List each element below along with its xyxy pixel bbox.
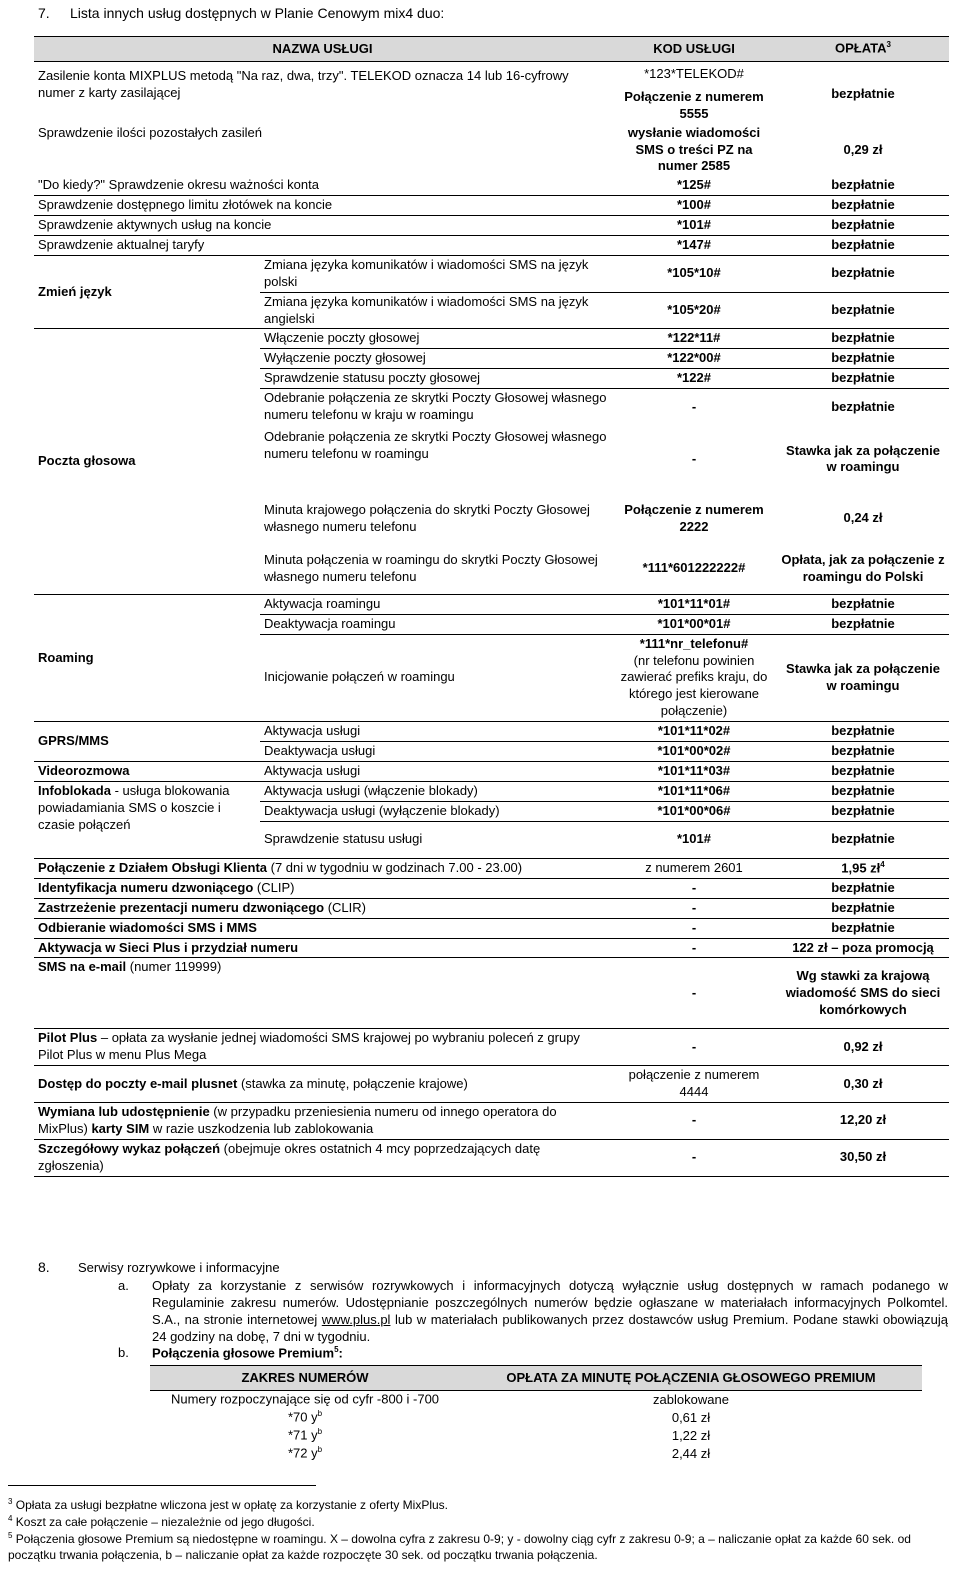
row-vm-min-code: Połączenie z numerem 2222 [624,502,764,534]
row-roam-on-fee: bezpłatnie [777,594,949,614]
row-bottom-7-bold: Dostęp do poczty e-mail plusnet [38,1075,238,1091]
row-bottom-0-fee-value: 1,95 zł [841,859,881,875]
row-vm-status-fee: bezpłatnie [777,369,949,389]
row-active-name: Sprawdzenie aktywnych usług na koncie [34,216,611,236]
row-vm-home-name: Odebranie połączenia ze skrytki Poczty Głosowej własnego numeru telefonu w kraju w roamingu [260,389,611,425]
row-tariff-code: *147# [611,236,777,256]
row-bottom-8-rest2: w razie uszkodzenia lub zablokowania [149,1120,374,1136]
row-vm-roam-code: - [691,450,697,466]
row-bottom-0-rest: (7 dni w tygodniu w godzinach 7.00 - 23.00) [267,859,523,875]
footnote-divider [8,1485,316,1486]
row-limit-name: Sprawdzenie dostępnego limitu złotówek na koncie [34,196,611,216]
row-lang-en-fee: bezpłatnie [777,292,949,329]
group-video: Videorozmowa [34,761,260,781]
row-vm-home-fee: bezpłatnie [777,389,949,425]
row-topup-fee: bezpłatnie [831,86,895,101]
row-roam-off-code: *101*00*01# [611,614,777,634]
premium-row-1-fee: 0,61 zł [671,1409,711,1425]
row-bottom-2-fee: bezpłatnie [777,898,949,918]
plus-website-link[interactable]: www.plus.pl [321,1311,391,1327]
premium-header-fee: OPŁATA ZA MINUTĘ POŁĄCZENIA GŁOSOWEGO PREMIUM [460,1366,922,1391]
row-vm-roam-fee: Stawka jak za połączenie w roamingu [786,442,940,475]
table-row [150,1445,922,1463]
row-gprs-off-code: *101*00*02# [611,742,777,762]
row-roam-off-name: Deaktywacja roamingu [260,614,611,634]
table-row [34,1102,949,1139]
row-bottom-3-fee: bezpłatnie [777,918,949,938]
premium-row-0-range-text: Numery rozpoczynające się od cyfr -800 i -700 [170,1391,440,1407]
table-row [34,878,949,898]
paragraph-a-text-1: Opłaty za korzystanie z serwisów rozrywkowych i informacyjnych dotyczą wyłącznie usług dostępnych w ramach podanego w Regulaminie zakresu numerów. Udostępnianie poszczególnych numerów będzie ogłaszane w materiałach informacyjnych Polkomtel. S.A., na stronie internetowej [152,1278,948,1327]
group-infoblokada-rest: - usługa blokowania powiadamiania SMS o koszcie i czasie połączeń [38,782,230,832]
premium-row-0-range [150,1391,460,1410]
row-topup-code [611,62,777,124]
premium-row-0-fee: zablokowane [653,1391,729,1407]
row-active-code: *101# [611,216,777,236]
row-vm-off-name: Wyłączenie poczty głosowej [260,349,611,369]
footnote-4-text: Koszt za całe połączenie – niezależnie od jego długości. [15,1515,315,1529]
premium-row-2-range [150,1427,460,1445]
row-bottom-3-name [34,918,611,938]
row-info-status-code: *101# [611,821,777,858]
row-validity-code: *125# [677,177,711,193]
table-row [34,62,949,124]
premium-table-header [150,1366,922,1391]
row-bottom-0-name [34,858,611,878]
row-bottom-9-fee: 30,50 zł [777,1139,949,1176]
table-row [34,329,949,349]
row-vm-roammin-fee: Opłata, jak za połączenie z roamingu do Polski [781,552,945,584]
row-roam-call-fee: Stawka jak za połączenie w roamingu [777,634,949,721]
row-bottom-7-code: połączenie z numerem 4444 [611,1066,777,1103]
table-row [34,196,949,216]
paragraph-b-title-text: Połączenia głosowe Premium [152,1345,335,1361]
paragraph-a-text-2: lub w materiałach publikowanych przez dostawców usług Premium. Podane stawki obowiązują 24 godziny na dobę, 7 dni w tygodniu. [152,1311,949,1344]
table-row [34,858,949,878]
footnote-4-num: 4 [8,1514,13,1523]
row-bottom-0-code: z numerem 2601 [611,858,777,878]
row-bottom-7-name [34,1066,611,1103]
row-roam-call-code [611,634,777,721]
row-validity-fee: bezpłatnie [831,177,895,193]
table-row [34,216,949,236]
row-active-fee: bezpłatnie [777,216,949,236]
row-bottom-5-name [34,958,611,1029]
row-vm-min-fee: 0,24 zł [843,510,883,526]
table-row [34,761,949,781]
row-bottom-7-rest: (stawka za minutę, połączenie krajowe) [237,1075,468,1091]
table-row [34,958,949,1029]
row-bottom-3-code: - [611,918,777,938]
row-bottom-1-code: - [611,878,777,898]
table-row [150,1427,922,1445]
row-roam-off-fee: bezpłatnie [777,614,949,634]
row-bottom-5-code: - [611,958,777,1029]
row-gprs-on-fee: bezpłatnie [777,722,949,742]
table-row [34,938,949,958]
row-bottom-6-name [34,1029,611,1066]
footnote-5-num: 5 [8,1531,13,1540]
table-row [34,236,949,256]
row-video-name: Aktywacja usługi [260,761,611,781]
row-roam-on-code: *101*11*01# [611,594,777,614]
premium-row-2-fee: 1,22 zł [671,1427,711,1443]
row-vm-roam-name: Odebranie połączenia ze skrytki Poczty Głosowej własnego numeru telefonu w roamingu [264,428,607,461]
premium-row-3-range [150,1445,460,1463]
paragraph-b-footnote-ref: 5 [334,1345,339,1354]
row-info-on-code: *101*11*06# [611,781,777,801]
row-vm-off-fee: bezpłatnie [777,349,949,369]
paragraph-b-title [152,1345,343,1362]
row-bottom-8-bold: Wymiana lub udostępnienie [38,1103,210,1119]
footnote-5-text: Połączenia głosowe Premium są niedostępne w roamingu. X – dowolna cyfra z zakresu 0-9; y - dowolny ciąg cyfr z zakresu 0-9; a – naliczanie opłat za każde 60 sek. od początku trwania połączenia, b – naliczanie opłat za każde rozpoczęte 30 sek. od początku trwania połączenia. [8,1532,911,1562]
row-topup-code-1: *123*TELEKOD# [644,66,744,81]
row-lang-pl-name: Zmiana języka komunikatów i wiadomości SMS na język polski [260,255,611,292]
paragraph-b-colon: : [338,1345,343,1361]
header-name: NAZWA USŁUGI [34,37,611,62]
row-validity-name: "Do kiedy?" Sprawdzenie okresu ważności konta [38,177,319,193]
row-vm-on-code: *122*11# [611,329,777,349]
table-row [34,722,949,742]
group-language: Zmień język [34,255,260,329]
table-row [34,898,949,918]
row-vm-min-name: Minuta krajowego połączenia do skrytki Poczty Głosowej własnego numeru telefonu [264,502,590,534]
row-bottom-5-fee: Wg stawki za krajową wiadomość SMS do sieci komórkowych [777,958,949,1029]
row-bottom-0-fee [777,858,949,878]
row-lang-en-code: *105*20# [611,292,777,329]
row-bottom-1-name [34,878,611,898]
table-row [150,1409,922,1427]
footnote-5 [8,1531,948,1563]
row-bottom-3-bold: Odbieranie wiadomości SMS i MMS [38,919,257,935]
row-vm-on-name: Włączenie poczty głosowej [260,329,611,349]
row-bottom-6-fee: 0,92 zł [777,1029,949,1066]
premium-row-1-range [150,1409,460,1427]
row-bottom-7-fee: 0,30 zł [777,1066,949,1103]
table-row [150,1391,922,1410]
group-infoblokada-bold: Infoblokada [38,782,111,798]
row-vm-roammin-name: Minuta połączenia w roamingu do skrytki Poczty Głosowej własnego numeru telefonu [264,552,598,584]
row-lang-pl-code: *105*10# [611,255,777,292]
row-bottom-8-bold2: karty SIM [91,1120,150,1136]
row-bottom-2-rest: (CLIR) [324,899,366,915]
row-bottom-5-bold: SMS na e-mail [38,959,127,975]
section-7-heading [38,4,444,22]
row-vm-home-code: - [611,389,777,425]
row-bottom-1-bold: Identyfikacja numeru dzwoniącego [38,879,254,895]
row-bottom-9-code: - [611,1139,777,1176]
row-bottom-2-bold: Zastrzeżenie prezentacji numeru dzwoniącego [38,899,325,915]
row-gprs-off-name: Deaktywacja usługi [260,742,611,762]
row-bottom-4-code: - [611,938,777,958]
premium-row-3-fee: 2,44 zł [671,1445,711,1461]
header-fee [777,37,949,62]
row-bottom-6-rest: – opłata za wysłanie jednej wiadomości SMS krajowej po wybraniu poleceń z grupy Pilot Plus w menu Plus Mega [38,1030,580,1063]
row-bottom-4-fee: 122 zł – poza promocją [777,938,949,958]
header-code: KOD USŁUGI [611,37,777,62]
row-limit-code: *100# [611,196,777,216]
premium-row-2-sup: b [317,1427,323,1437]
row-bottom-0-bold: Połączenie z Działem Obsługi Klienta [38,859,268,875]
paragraph-a [152,1278,948,1346]
row-vm-off-code: *122*00# [611,349,777,369]
table-row [34,176,949,195]
premium-row-1-range-text: *70 y [287,1409,318,1425]
row-vm-status-code: *122# [611,369,777,389]
row-gprs-on-name: Aktywacja usługi [260,722,611,742]
row-roam-call-code-1: *111*nr_telefonu# [639,635,749,651]
row-info-off-fee: bezpłatnie [777,801,949,821]
row-bottom-8-fee: 12,20 zł [777,1102,949,1139]
row-bottom-9-name [34,1139,611,1176]
row-bottom-6-code: - [611,1029,777,1066]
footnote-3-text: Opłata za usługi bezpłatne wliczona jest w opłatę za korzystanie z oferty MixPlus. [15,1498,449,1512]
row-roam-call-code-2: (nr telefonu powinien zawierać prefiks kraju, do którego jest kierowane połączenie) [620,652,768,719]
row-bottom-2-code: - [611,898,777,918]
row-bottom-8-rest: (w przypadku przeniesienia numeru od innego operatora do MixPlus) [38,1103,557,1136]
footnote-4 [8,1514,948,1531]
row-gprs-on-code: *101*11*02# [611,722,777,742]
section-7-title: Lista innych usług dostępnych w Planie Cenowym mix4 duo: [70,5,445,21]
premium-row-3-range-text: *72 y [287,1445,318,1461]
group-roaming: Roaming [34,594,260,721]
row-roam-on-name: Aktywacja roamingu [260,594,611,614]
services-table [34,36,949,1177]
row-topup-code-2: Połączenie z numerem 5555 [624,88,764,121]
section-8-title: Serwisy rozrywkowe i informacyjne [78,1260,280,1275]
row-bottom-8-name [34,1102,611,1139]
row-lang-pl-fee: bezpłatnie [777,255,949,292]
table-row [34,1139,949,1176]
row-gprs-off-fee: bezpłatnie [777,742,949,762]
premium-row-1-sup: b [317,1409,323,1419]
group-gprs: GPRS/MMS [34,722,260,762]
premium-table [150,1365,922,1463]
row-bottom-0-footnote-ref: 4 [880,859,885,869]
table-row [34,124,949,177]
table-row [34,255,949,292]
row-vm-roammin-code: *111*601222222# [642,560,746,576]
row-bottom-5-rest: (numer 119999) [126,959,222,975]
paragraph-b-label: b. [118,1345,129,1360]
row-bottom-4-name [34,938,611,958]
row-tariff-name: Sprawdzenie aktualnej taryfy [34,236,611,256]
row-bottom-6-bold: Pilot Plus [38,1030,98,1046]
table-row [34,918,949,938]
footnote-3 [8,1497,948,1514]
row-info-off-name: Deaktywacja usługi (wyłączenie blokady) [260,801,611,821]
row-lang-en-name: Zmiana języka komunikatów i wiadomości SMS na język angielski [260,292,611,329]
row-remaining-fee: 0,29 zł [843,141,883,157]
row-tariff-fee: bezpłatnie [777,236,949,256]
row-vm-status-name: Sprawdzenie statusu poczty głosowej [260,369,611,389]
row-roam-call-name: Inicjowanie połączeń w roamingu [260,634,611,721]
section-8-number: 8. [38,1259,50,1275]
row-limit-fee: bezpłatnie [777,196,949,216]
row-video-fee: bezpłatnie [777,761,949,781]
group-voicemail: Poczta głosowa [34,329,260,594]
paragraph-a-label: a. [118,1278,129,1293]
premium-header-range: ZAKRES NUMERÓW [150,1366,460,1391]
row-bottom-9-bold: Szczegółowy wykaz połączeń [38,1140,221,1156]
section-7-number: 7. [38,5,50,21]
row-info-on-fee: bezpłatnie [777,781,949,801]
row-remaining-name: Sprawdzenie ilości pozostałych zasileń [38,124,263,140]
table-row [34,781,949,801]
table-row [34,1029,949,1066]
row-video-code: *101*11*03# [611,761,777,781]
header-fee-label: OPŁATA [835,40,887,56]
footnote-3-num: 3 [8,1497,13,1506]
row-info-off-code: *101*00*06# [611,801,777,821]
row-info-status-fee: bezpłatnie [777,821,949,858]
group-infoblokada [34,781,260,858]
row-bottom-4-bold: Aktywacja w Sieci Plus i przydział numeru [38,939,299,955]
row-bottom-2-name [34,898,611,918]
row-topup-name: Zasilenie konta MIXPLUS metodą "Na raz, dwa, trzy". TELEKOD oznacza 14 lub 16-cyfrowy numer z karty zasilającej [38,68,569,100]
premium-row-2-range-text: *71 y [287,1427,318,1443]
row-bottom-1-fee: bezpłatnie [777,878,949,898]
row-bottom-8-code: - [611,1102,777,1139]
table-row [34,1066,949,1103]
services-table-header [34,37,949,62]
section-8-heading [38,1258,280,1277]
header-fee-footnote-ref: 3 [886,40,891,50]
row-vm-on-fee: bezpłatnie [777,329,949,349]
row-info-on-name: Aktywacja usługi (włączenie blokady) [260,781,611,801]
row-remaining-code: wysłanie wiadomości SMS o treści PZ na numer 2585 [627,124,761,174]
row-info-status-name: Sprawdzenie statusu usługi [260,821,611,858]
row-bottom-9-rest: (obejmuje okres ostatnich 4 mcy poprzedzających datę zgłoszenia) [38,1140,541,1173]
row-bottom-1-rest: (CLIP) [253,879,295,895]
table-row [34,594,949,614]
premium-row-3-sup: b [317,1445,323,1455]
